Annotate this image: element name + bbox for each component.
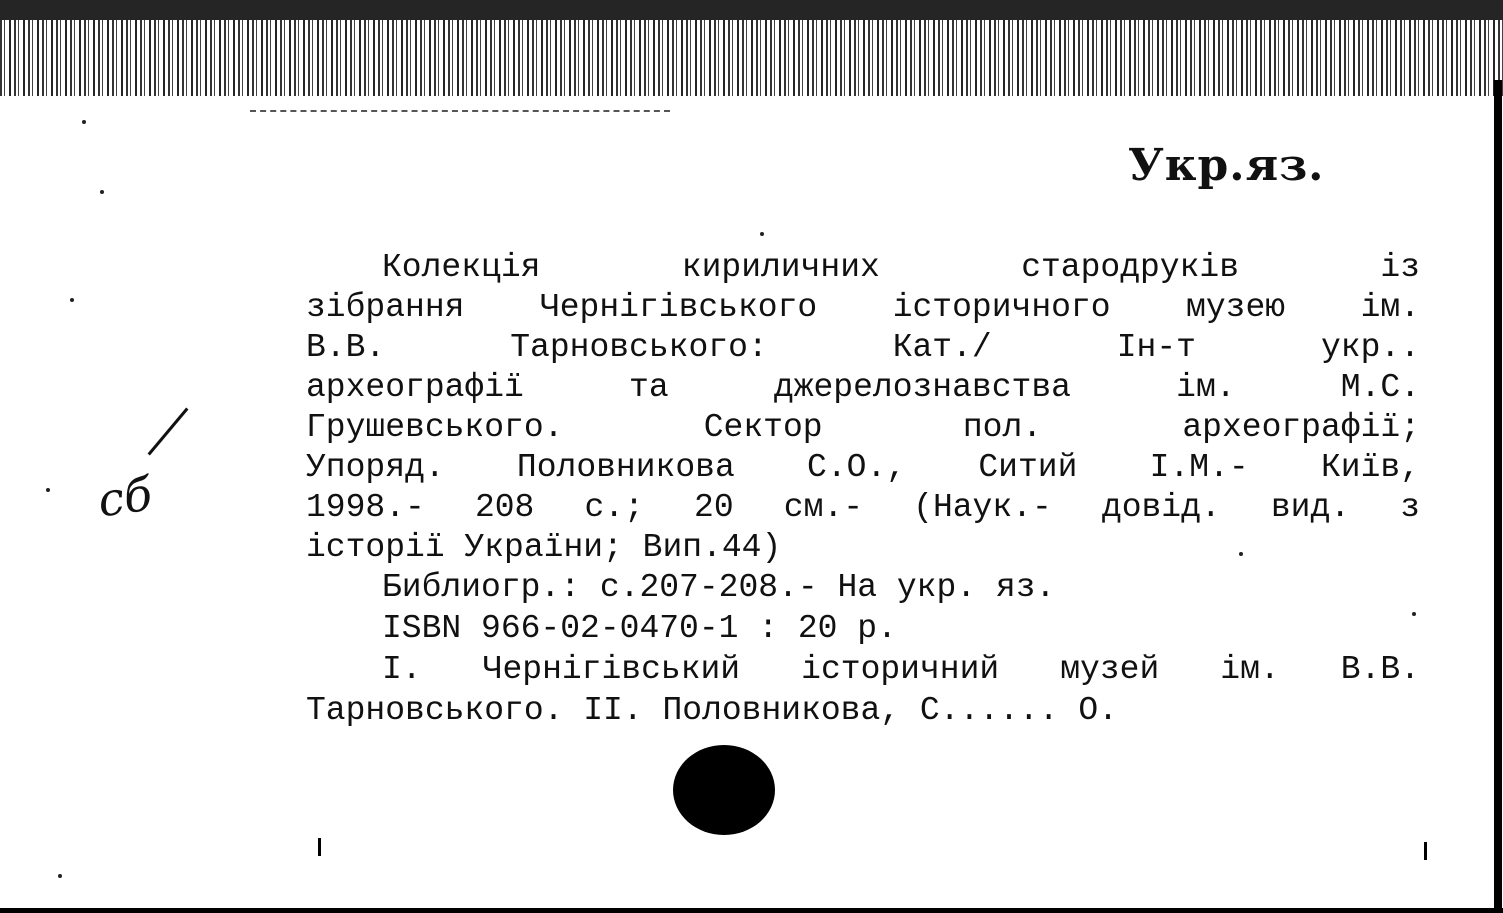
- catalog-entry: [306, 248, 1420, 568]
- scan-speck: [82, 120, 86, 124]
- entry-line: Упоряд. Половникова С.О., Ситий І.М.- Київ,: [306, 449, 1420, 486]
- entry-line: Грушевського. Сектор пол. археографії;: [306, 409, 1420, 446]
- entry-line: історії України; Вип.44): [306, 529, 782, 566]
- shelf-mark-stroke: [148, 408, 189, 456]
- margin-tick: [1424, 842, 1427, 860]
- entry-line: В.В. Тарновського: Кат./ Ін-т укр..: [306, 329, 1420, 366]
- card-bottom-edge: [0, 908, 1503, 913]
- scan-speck: [70, 298, 74, 302]
- shelf-mark: сб: [94, 466, 156, 528]
- entry-line: 1998.- 208 с.; 20 см.- (Наук.- довід. вид. з: [306, 489, 1420, 526]
- card-right-edge: [1494, 80, 1502, 913]
- language-tag: Укр.яз.: [1128, 140, 1325, 191]
- punch-hole: [673, 745, 775, 835]
- entry-line: Колекція кириличних стародруків із: [382, 249, 1420, 286]
- scan-dashed-line: [250, 110, 670, 112]
- scan-speck: [1239, 552, 1243, 556]
- isbn-line: ISBN 966-02-0470-1 : 20 р.: [382, 610, 897, 647]
- scan-speck: [760, 232, 764, 236]
- scan-speck: [1412, 612, 1416, 616]
- tracing-line: Тарновського. II. Половникова, С...... О.: [306, 692, 1118, 729]
- scan-speck: [100, 190, 104, 194]
- scan-speck: [46, 488, 50, 492]
- entry-line: археографії та джерелознавства ім. М.С.: [306, 369, 1420, 406]
- bibliography-note: Библиогр.: с.207-208.- На укр. яз.: [382, 569, 1056, 606]
- margin-tick: [318, 838, 321, 856]
- catalog-notes: [306, 568, 1420, 732]
- scan-speck: [58, 874, 62, 878]
- scan-header-strip: [0, 0, 1503, 96]
- entry-line: зібрання Чернігівського історичного музею ім.: [306, 289, 1420, 326]
- tracing-line: I. Чернігівський історичний музей ім. В.В.: [382, 651, 1420, 688]
